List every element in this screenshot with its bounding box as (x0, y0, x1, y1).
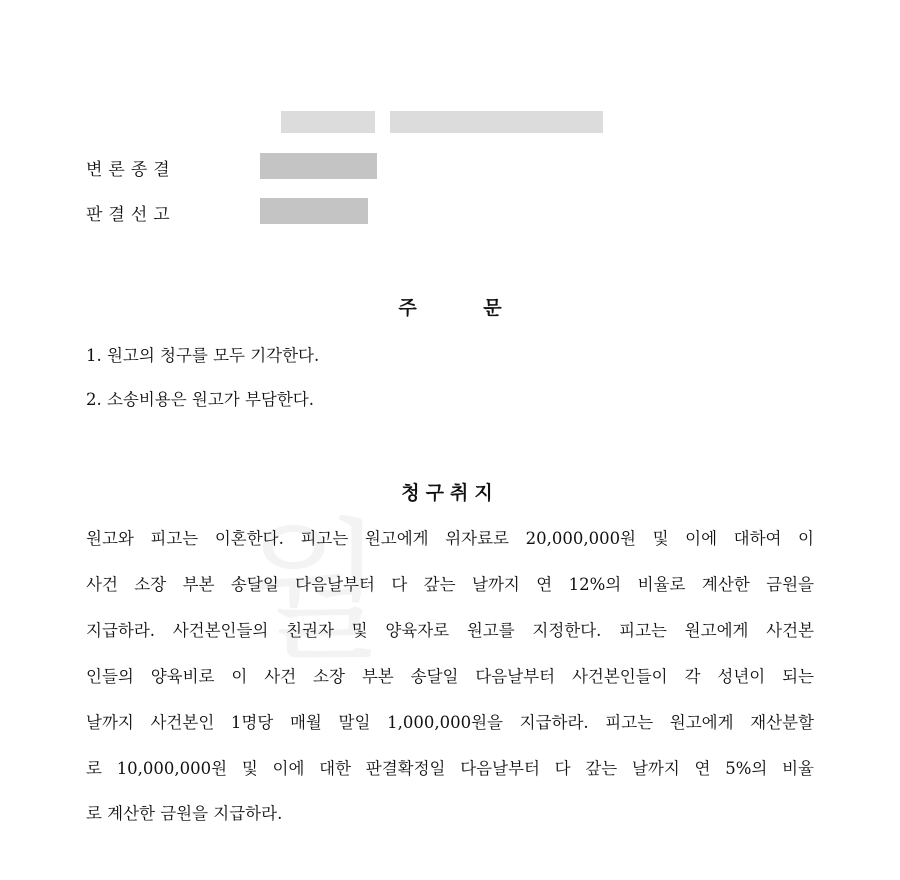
verdict-date-label: 판결선고 (86, 205, 176, 225)
order-item-1: 1. 원고의 청구를 모두 기각한다. (86, 346, 320, 365)
claim-line-7: 로 계산한 금원을 지급하라. (86, 804, 283, 823)
redacted-closing-date (260, 153, 377, 179)
claim-line-6: 로 10,000,000원 및 이에 대한 판결확정일 다음날부터 다 갚는 날까지 연 5%의 비율 (86, 759, 814, 778)
redacted-case-number (390, 111, 603, 133)
claim-line-4: 인들의 양육비로 이 사건 소장 부본 송달일 다음날부터 사건본인들이 각 성년이 되는 (86, 667, 814, 686)
closing-date-label: 변론종결 (86, 160, 176, 180)
claim-line-5: 날까지 사건본인 1명당 매월 말일 1,000,000원을 지급하라. 피고는 원고에게 재산분할 (86, 713, 814, 732)
order-title: 주 문 (398, 297, 502, 319)
redacted-case-type (281, 111, 375, 133)
claim-title: 청구취지 (401, 482, 499, 504)
claim-line-3: 지급하라. 사건본인들의 친권자 및 양육자로 원고를 지정한다. 피고는 원고에게 사건본 (86, 621, 814, 640)
watermark: 월 (240, 505, 385, 679)
claim-line-1: 원고와 피고는 이혼한다. 피고는 원고에게 위자료로 20,000,000원 및 이에 대하여 이 (86, 529, 814, 548)
redacted-verdict-date (260, 198, 368, 224)
order-item-2: 2. 소송비용은 원고가 부담한다. (86, 390, 314, 409)
claim-line-2: 사건 소장 부본 송달일 다음날부터 다 갚는 날까지 연 12%의 비율로 계산한 금원을 (86, 575, 814, 594)
